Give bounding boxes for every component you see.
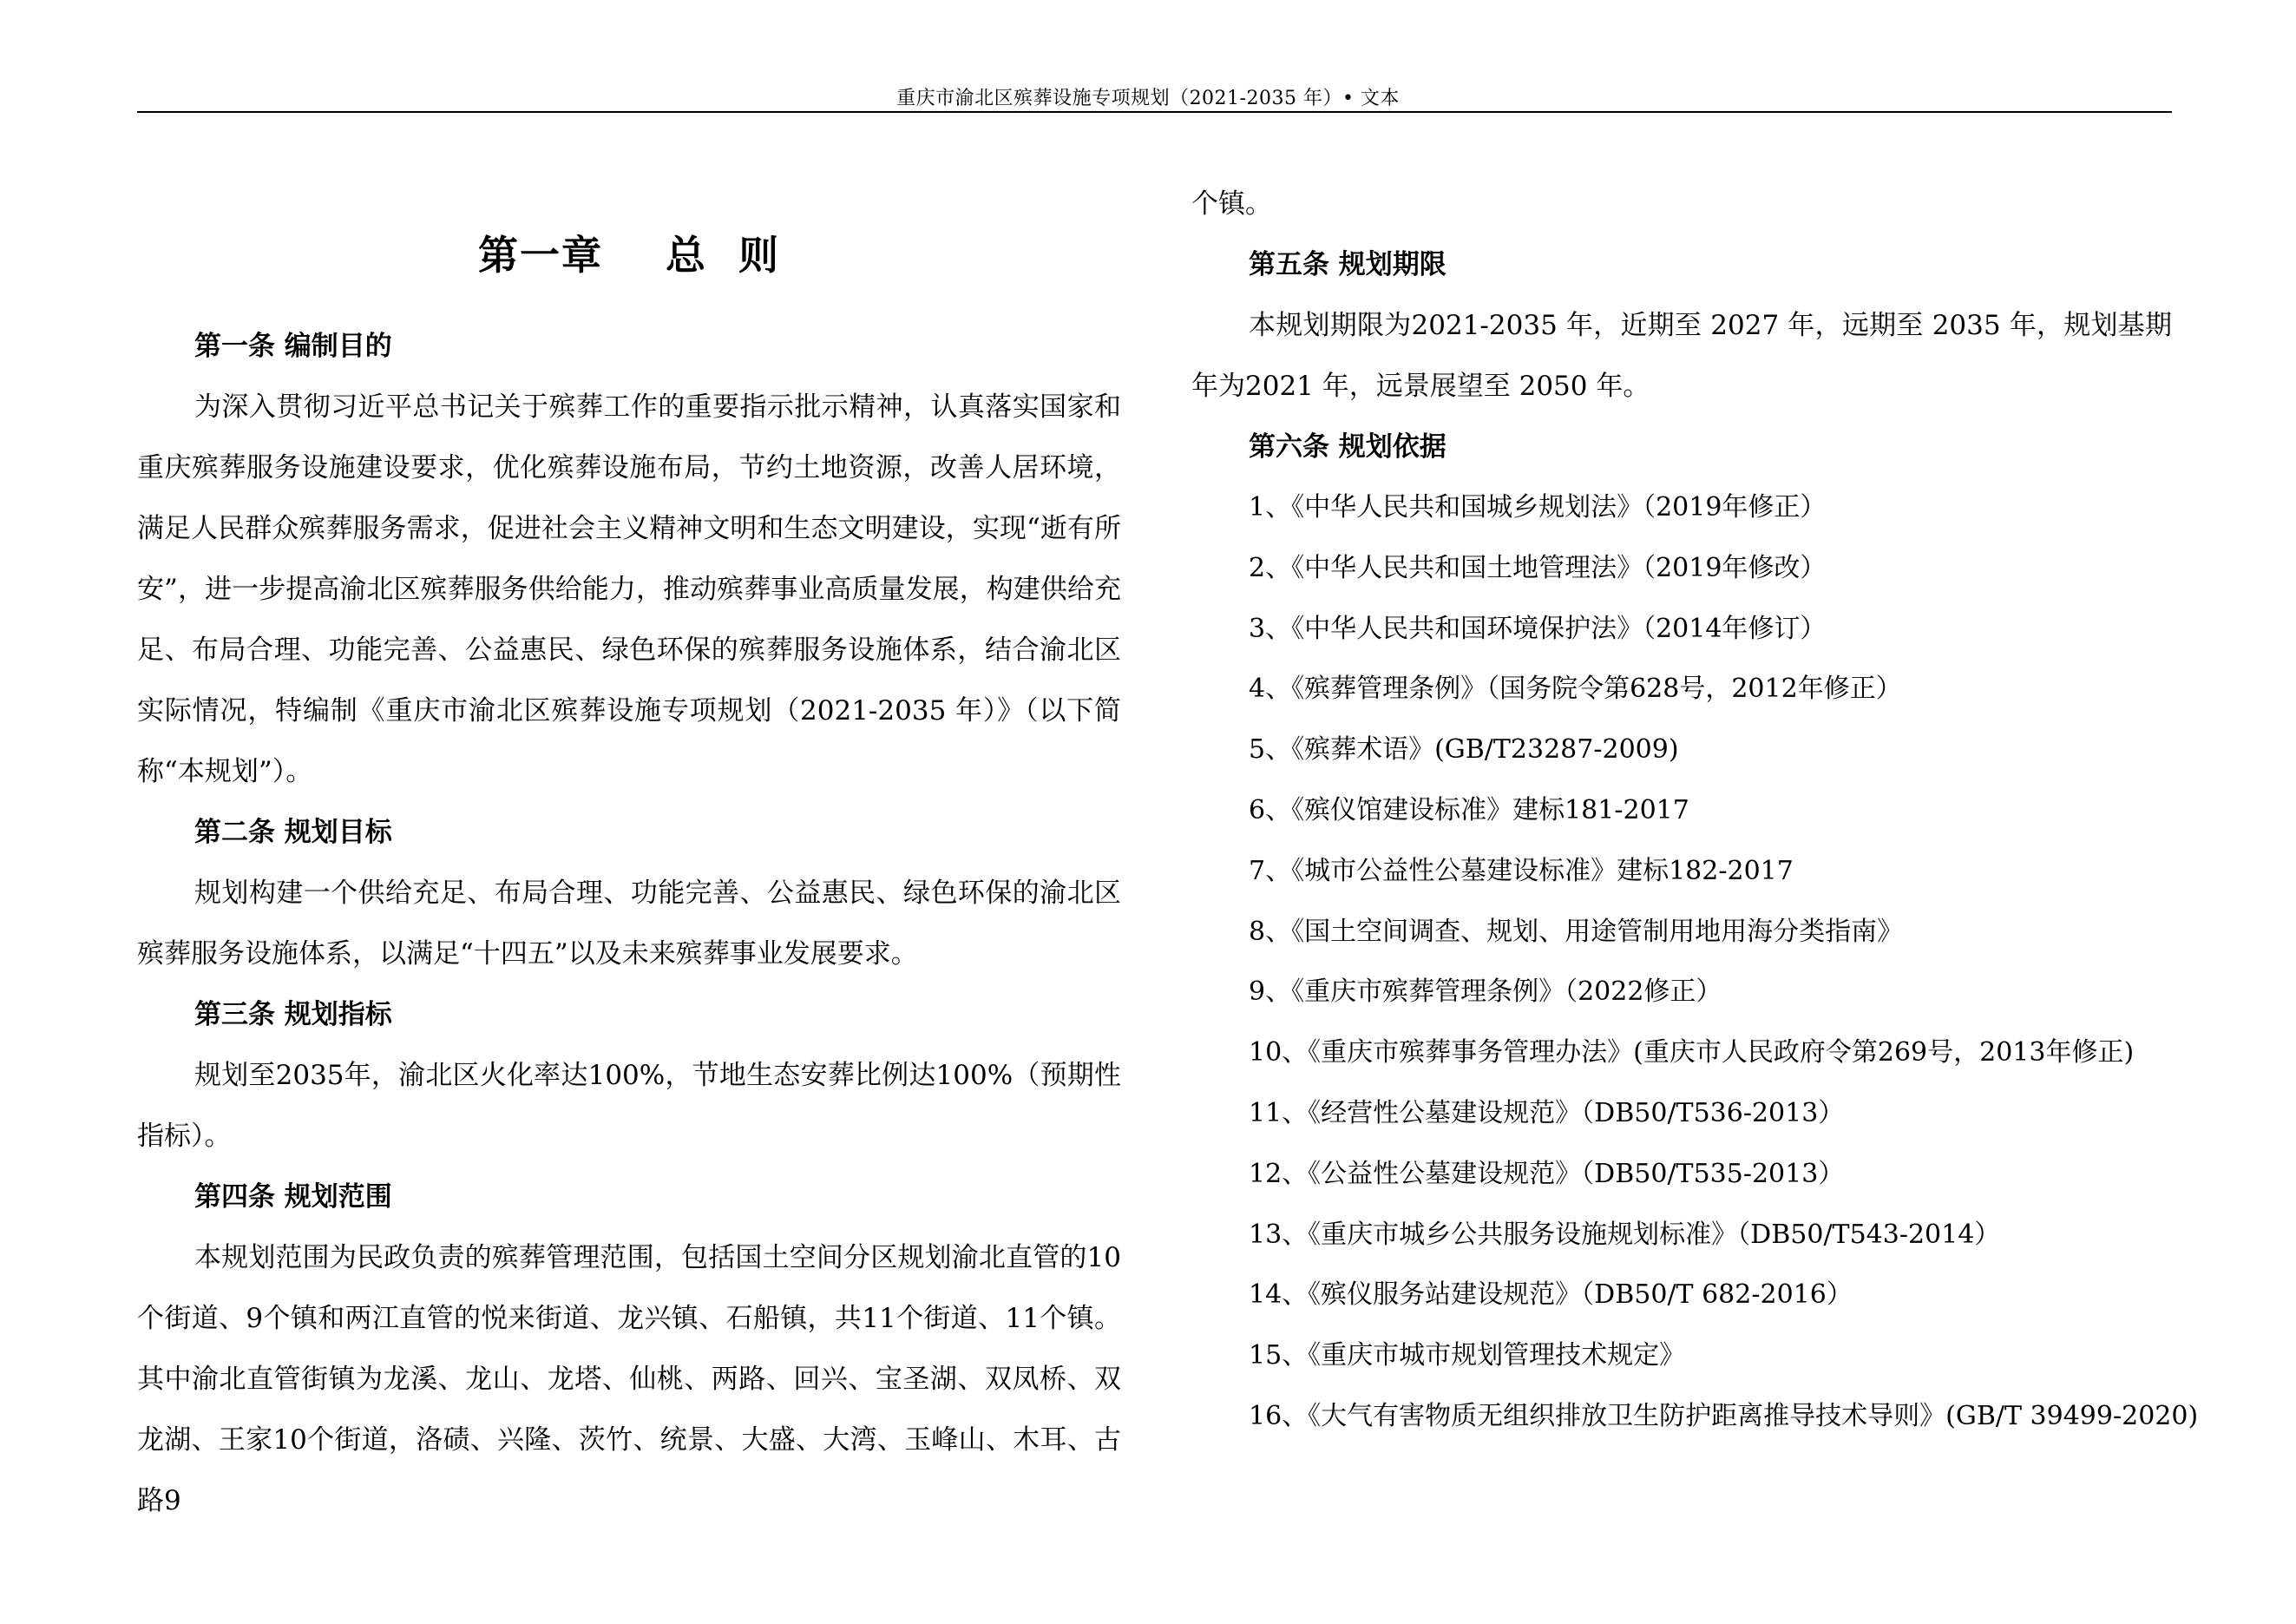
article-5-body: 本规划期限为2021-2035 年，近期至 2027 年，远期至 2035 年，规划基期年为2021 年，远景展望至 2050 年。 — [1191, 310, 2172, 402]
list-item: 4、《殡葬管理条例》（国务院令第628号，2012年修正） — [1249, 674, 1902, 705]
list-item: 7、《城市公益性公墓建设标准》建标182-2017 — [1249, 855, 1794, 886]
article-2-body: 规划构建一个供给充足、布局合理、功能完善、公益惠民、绿色环保的渝北区殡葬服务设施体系，以满足“十四五”以及未来殡葬事业发展要求。 — [137, 878, 1121, 970]
right-column — [1191, 174, 2199, 1447]
list-item: 5、《殡葬术语》(GB/T23287-2009) — [1249, 734, 1679, 766]
list-item: 2、《中华人民共和国土地管理法》（2019年修改） — [1249, 552, 1827, 583]
page-header: 重庆市渝北区殡葬设施专项规划（2021-2035 年）• 文本 — [896, 88, 1400, 109]
list-item: 14、《殡仪服务站建设规范》（DB50/T 682-2016） — [1249, 1279, 1853, 1311]
list-item: 15、《重庆市城市规划管理技术规定》 — [1249, 1340, 1686, 1371]
article-5-title: 第五条 规划期限 — [1249, 249, 1446, 280]
chapter-title: 第一章 总 则 — [477, 232, 781, 279]
left-column — [137, 174, 1121, 1531]
header-rule — [137, 111, 2172, 113]
article-1-body: 为深入贯彻习近平总书记关于殡葬工作的重要指示批示精神，认真落实国家和重庆殡葬服务设施建设要求，优化殡葬设施布局，节约土地资源，改善人居环境，满足人民群众殡葬服务需求，促进社会主义精神文明和生态文明建设，实现“逝有所安”，进一步提高渝北区殡葬服务供给能力，推动殡葬事业高质量发展，构建供给充足、布局合理、功能完善、公益惠民、绿色环保的殡葬服务设施体系，结合渝北区实际情况，特编制《重庆市渝北区殡葬设施专项规划（2021-2035 年）》（以下简称“本规划”）。 — [137, 391, 1121, 787]
list-item: 8、《国土空间调查、规划、用途管制用地用海分类指南》 — [1249, 916, 1904, 947]
list-item: 1、《中华人民共和国城乡规划法》（2019年修正） — [1249, 492, 1827, 523]
list-item: 3、《中华人民共和国环境保护法》（2014年修订） — [1249, 613, 1827, 644]
article-6-title: 第六条 规划依据 — [1249, 431, 1446, 463]
article-2-title: 第二条 规划目标 — [194, 817, 392, 848]
list-item: 10、《重庆市殡葬事务管理办法》(重庆市人民政府令第269号，2013年修正) — [1249, 1037, 2135, 1068]
list-item: 11、《经营性公墓建设规范》（DB50/T536-2013） — [1249, 1097, 1845, 1128]
article-3-title: 第三条 规划指标 — [194, 999, 392, 1030]
article-3-body: 规划至2035年，渝北区火化率达100%，节地生态安葬比例达100%（预期性指标）。 — [137, 1060, 1121, 1152]
article-4-body: 本规划范围为民政负责的殡葬管理范围，包括国土空间分区规划渝北直管的10个街道、9个镇和两江直管的悦来街道、龙兴镇、石船镇，共11个街道、11个镇。其中渝北直管街镇为龙溪、龙山、龙塔、仙桃、两路、回兴、宝圣湖、双凤桥、双龙湖、王家10个街道，洛碛、兴隆、茨竹、统景、大盛、大湾、玉峰山、木耳、古路9 — [137, 1242, 1121, 1516]
article-4-body-continued: 个镇。 — [1191, 188, 1272, 220]
list-item: 13、《重庆市城乡公共服务设施规划标准》（DB50/T543-2014） — [1249, 1219, 2001, 1250]
list-item: 6、《殡仪馆建设标准》建标181-2017 — [1249, 794, 1689, 825]
article-4-title: 第四条 规划范围 — [194, 1181, 392, 1213]
list-item: 9、《重庆市殡葬管理条例》（2022修正） — [1249, 976, 1722, 1008]
article-1-title: 第一条 编制目的 — [194, 331, 392, 362]
basis-list — [1191, 477, 2199, 1447]
list-item: 12、《公益性公墓建设规范》（DB50/T535-2013） — [1249, 1158, 1845, 1189]
list-item: 16、《大气有害物质无组织排放卫生防护距离推导技术导则》(GB/T 39499-2020) — [1249, 1400, 2199, 1431]
